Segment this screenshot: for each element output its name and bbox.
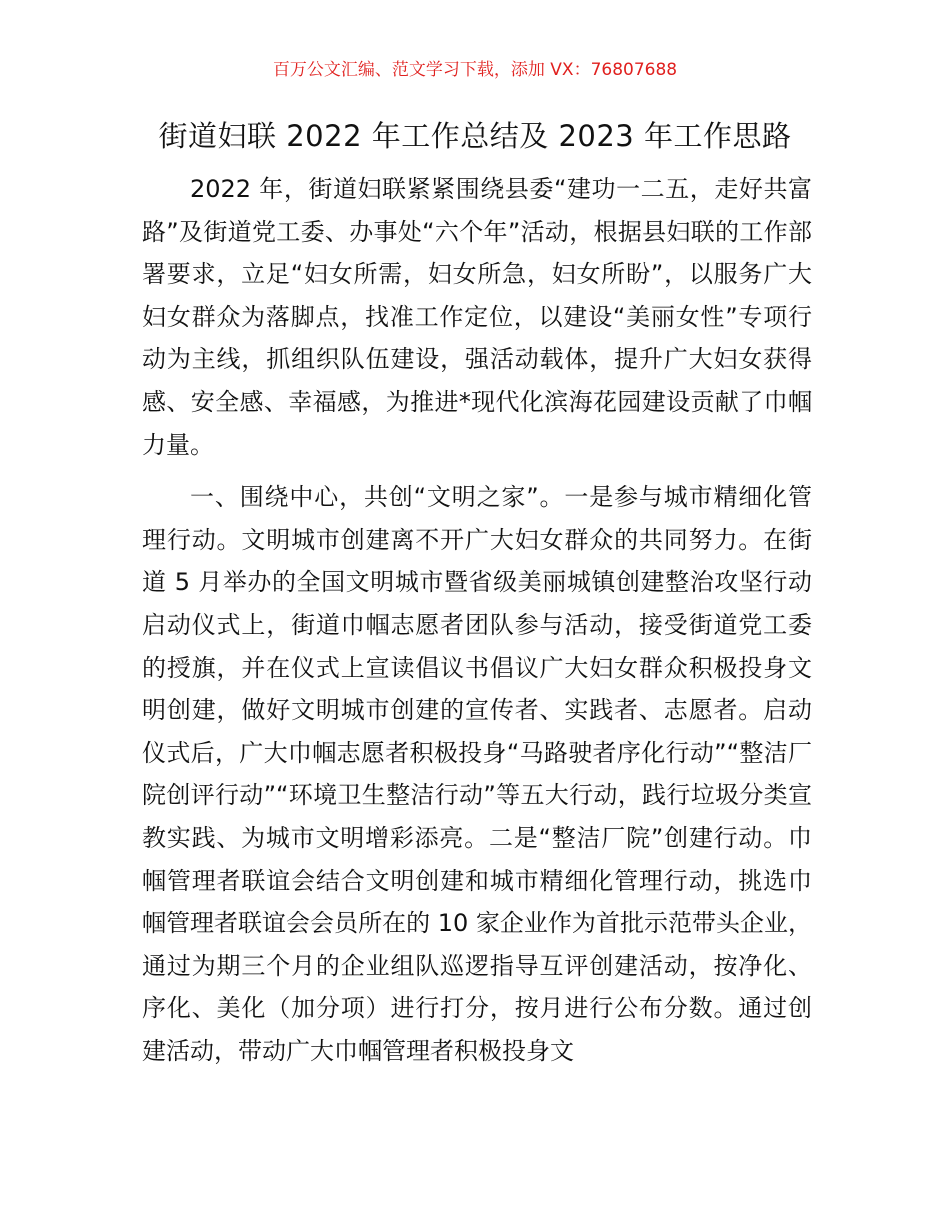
document-title: 街道妇联 2022 年工作总结及 2023 年工作思路 [158, 119, 792, 153]
watermark-banner: 百万公文汇编、范文学习下载，添加 VX：76807688 [272, 60, 678, 80]
paragraph-section-1: 一、围绕中心，共创“文明之家”。一是参与城市精细化管理行动。文明城市创建离不开广大妇女群众的共同努力。在街道 5 月举办的全国文明城市暨省级美丽城镇创建整治攻坚行动启动仪式上，街道巾帼志愿者团队参与活动，接受街道党工委的授旗，并在仪式上宣读倡议书倡议广大妇女群众积极投身文明创建，做好文明城市创建的宣传者、实践者、志愿者。启动仪式后，广大巾帼志愿者积极投身“马路驶者序化行动”“整洁厂院创评行动”“环境卫生整洁行动”等五大行动，践行垃圾分类宣教实践、为城市文明增彩添亮。二是“整洁厂院”创建行动。巾帼管理者联谊会结合文明创建和城市精细化管理行动，挑选巾帼管理者联谊会会员所在的 10 家企业作为首批示范带头企业，通过为期三个月的企业组队巡逻指导互评创建活动，按净化、序化、美化（加分项）进行打分，按月进行公布分数。通过创建活动，带动广大巾帼管理者积极投身文 [142, 483, 812, 1065]
paragraph-intro: 2022 年，街道妇联紧紧围绕县委“建功一二五，走好共富路”及街道党工委、办事处“六个年”活动，根据县妇联的工作部署要求，立足“妇女所需，妇女所急，妇女所盼”，以服务广大妇女群众为落脚点，找准工作定位，以建设“美丽女性”专项行动为主线，抓组织队伍建设，强活动载体，提升广大妇女获得感、安全感、幸福感，为推进*现代化滨海花园建设贡献了巾帼力量。 [142, 175, 812, 459]
document-body [142, 168, 812, 1082]
